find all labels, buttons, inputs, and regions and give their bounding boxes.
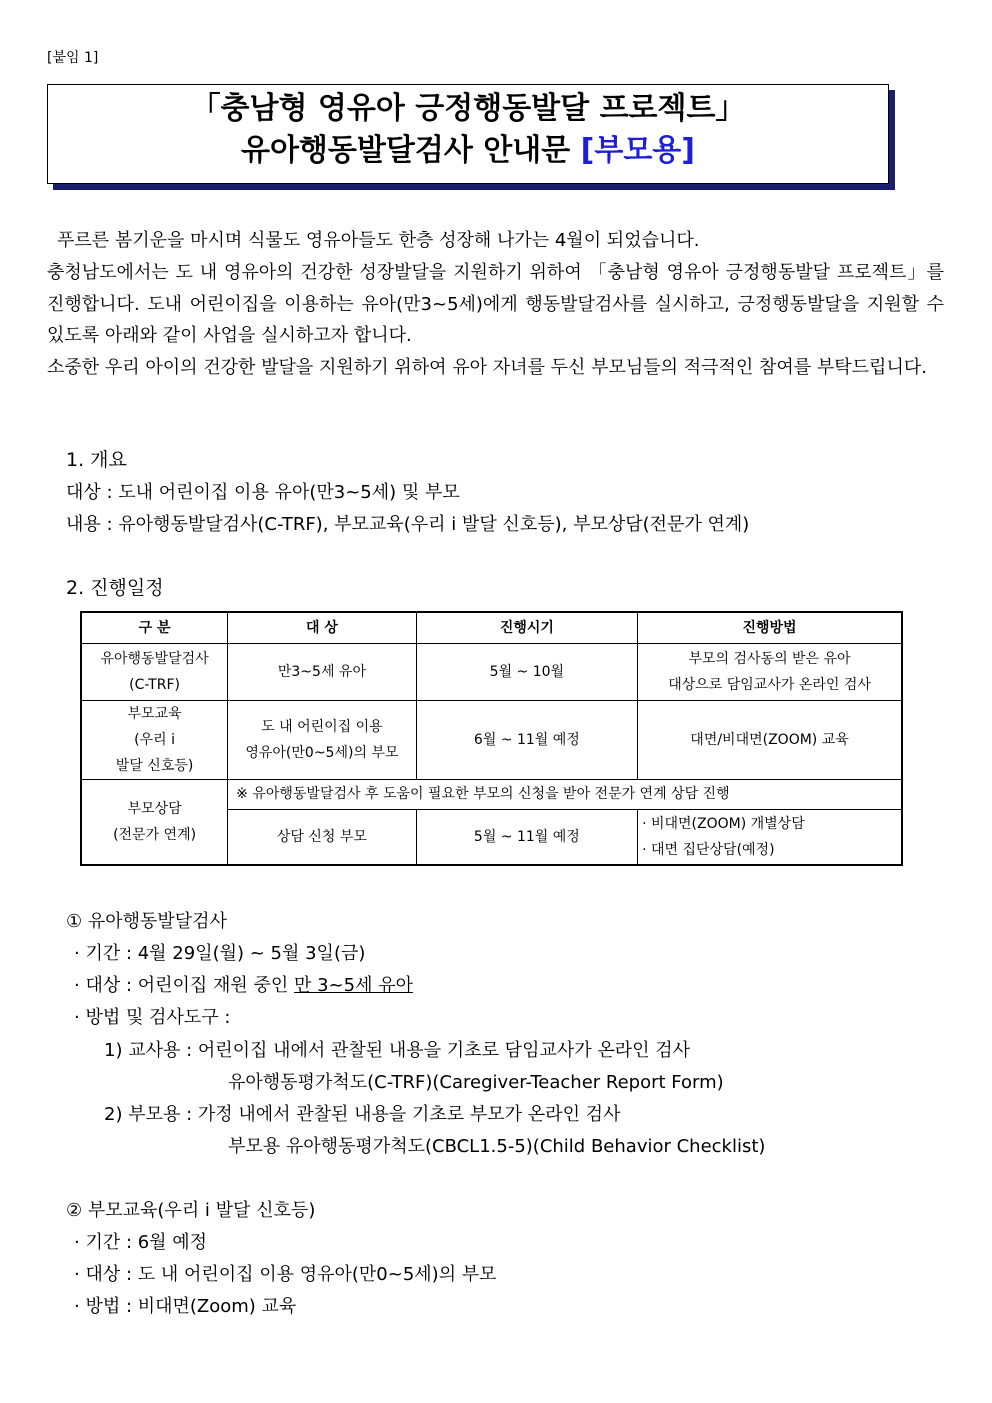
row2-period: 6월 ~ 11월 예정: [416, 700, 637, 779]
intro-paragraph-2: 소중한 우리 아이의 건강한 발달을 지원하기 위하여 유아 자녀를 두신 부모님들의 적극적인 참여를 부탁드립니다.: [47, 357, 927, 378]
education-heading: ② 부모교육(우리 i 발달 신호등): [66, 1200, 316, 1221]
row3-method: · 비대면(ZOOM) 개별상담 · 대면 집단상담(예정): [638, 809, 902, 865]
test-teacher-line-1: 1) 교사용 : 어린이집 내에서 관찰된 내용을 기초로 담임교사가 온라인 검사: [104, 1040, 691, 1061]
title-line-1: 「충남형 영유아 긍정행동발달 프로젝트」: [190, 91, 746, 126]
intro-line-1: 푸르른 봄기운을 마시며 식물도 영유아들도 한층 성장해 나가는 4월이 되었습니다.: [57, 230, 700, 251]
schedule-table: [80, 611, 903, 866]
schedule-heading: 2. 진행일정: [66, 577, 164, 599]
header-target: 대 상: [228, 612, 417, 643]
row3-period: 5월 ~ 11월 예정: [416, 809, 637, 865]
table-header-row: [81, 612, 902, 643]
test-heading: ① 유아행동발달검사: [66, 911, 227, 932]
title-main: 유아행동발달검사 안내문: [240, 133, 581, 168]
row2-method: 대면/비대면(ZOOM) 교육: [638, 700, 902, 779]
overview-content: 내용 : 유아행동발달검사(C-TRF), 부모교육(우리 i 발달 신호등), 부모상담(전문가 연계): [66, 514, 750, 535]
test-target-underlined: 만 3~5세 유아: [294, 975, 413, 996]
title-line-2: [48, 129, 888, 173]
table-row: [81, 643, 902, 700]
row1-category: 유아행동발달검사 (C-TRF): [81, 643, 228, 700]
table-row: [81, 700, 902, 779]
test-method: · 방법 및 검사도구 :: [74, 1007, 231, 1028]
test-target: · 대상 : 어린이집 재원 중인 만 3~5세 유아: [74, 975, 413, 996]
row1-target: 만3~5세 유아: [228, 643, 417, 700]
title-box: [47, 84, 889, 184]
title-highlight: [부모용]: [580, 133, 696, 168]
test-period: · 기간 : 4월 29일(월) ~ 5월 3일(금): [74, 943, 366, 964]
overview-heading: 1. 개요: [66, 449, 127, 471]
row3-category: 부모상담 (전문가 연계): [81, 779, 228, 865]
attachment-label: [붙임 1]: [47, 50, 99, 66]
table-row: [81, 779, 902, 809]
row2-category: 부모교육 (우리 i 발달 신호등): [81, 700, 228, 779]
row3-note: ※ 유아행동발달검사 후 도움이 필요한 부모의 신청을 받아 전문가 연계 상담 진행: [228, 779, 902, 809]
overview-target: 대상 : 도내 어린이집 이용 유아(만3~5세) 및 부모: [66, 482, 460, 503]
test-parent-line-2: 부모용 유아행동평가척도(CBCL1.5-5)(Child Behavior Checklist): [228, 1136, 766, 1157]
header-period: 진행시기: [416, 612, 637, 643]
header-category: 구 분: [81, 612, 228, 643]
education-target: · 대상 : 도 내 어린이집 이용 영유아(만0~5세)의 부모: [74, 1264, 497, 1285]
intro-paragraph-1: 충청남도에서는 도 내 영유아의 건강한 성장발달을 지원하기 위하여 「충남형 영유아 긍정행동발달 프로젝트」를 진행합니다. 도내 어린이집을 이용하는 유아(만3~5세)에게 행동발달검사를 실시하고, 긍정행동발달을 지원할 수 있도록 아래와 같이 사업을 실시하고자 합니다.: [47, 262, 944, 346]
education-period: · 기간 : 6월 예정: [74, 1232, 208, 1253]
row1-period: 5월 ~ 10월: [416, 643, 637, 700]
row2-target: 도 내 어린이집 이용 영유아(만0~5세)의 부모: [228, 700, 417, 779]
header-method: 진행방법: [638, 612, 902, 643]
test-parent-line-1: 2) 부모용 : 가정 내에서 관찰된 내용을 기초로 부모가 온라인 검사: [104, 1104, 621, 1125]
row1-method: 부모의 검사동의 받은 유아 대상으로 담임교사가 온라인 검사: [638, 643, 902, 700]
education-method: · 방법 : 비대면(Zoom) 교육: [74, 1296, 297, 1317]
row3-target: 상담 신청 부모: [228, 809, 417, 865]
test-teacher-line-2: 유아행동평가척도(C-TRF)(Caregiver-Teacher Report Form): [228, 1072, 724, 1093]
